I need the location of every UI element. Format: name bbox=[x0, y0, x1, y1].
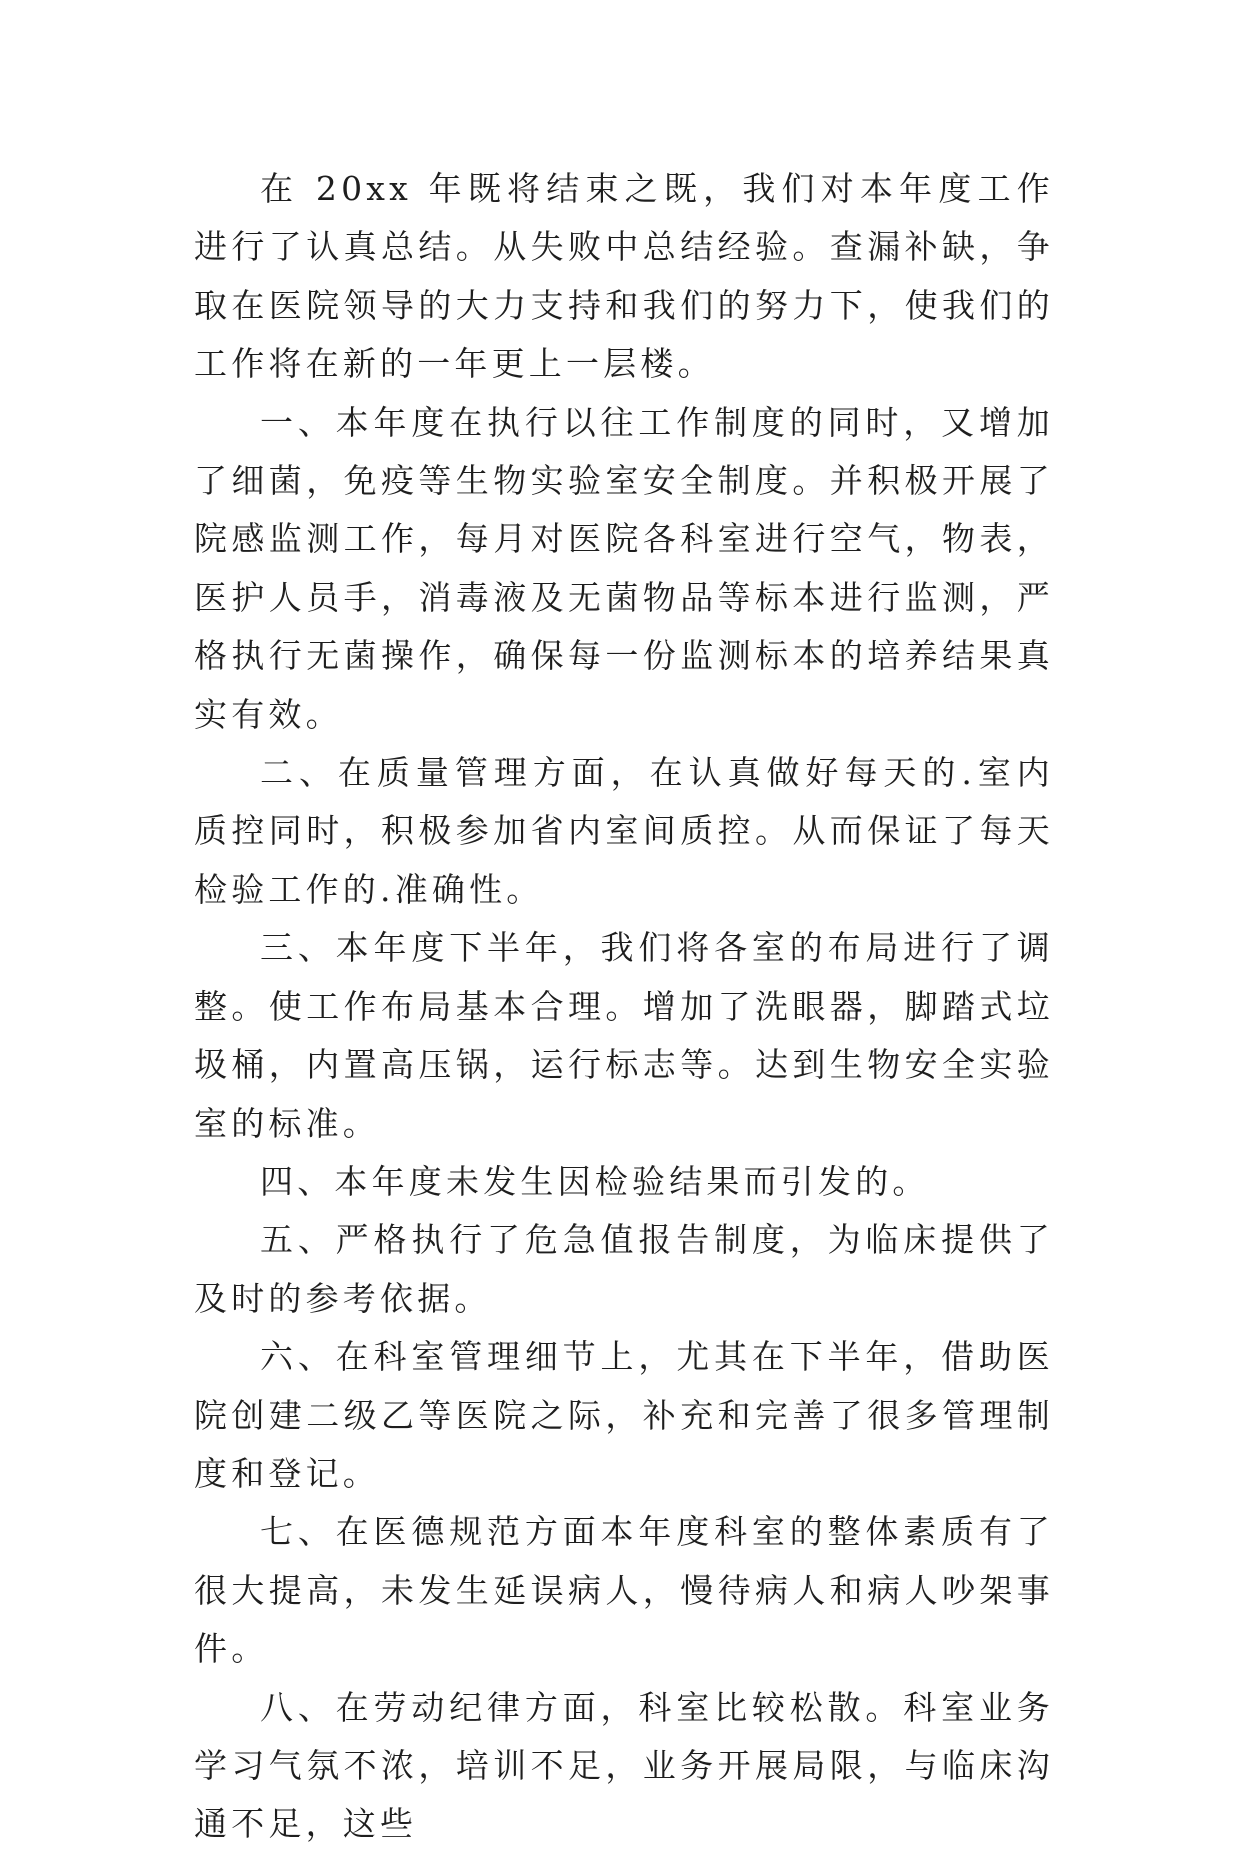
paragraph-item-1: 一、本年度在执行以往工作制度的同时，又增加了细菌，免疫等生物实验室安全制度。并积极开展了院感监测工作，每月对医院各科室进行空气，物表，医护人员手，消毒液及无菌物品等标本进行监测，严格执行无菌操作，确保每一份监测标本的培养结果真实有效。 bbox=[194, 402, 1054, 734]
paragraph-item-4: 四、本年度未发生因检验结果而引发的。 bbox=[260, 1161, 930, 1201]
paragraph-item-6: 六、在科室管理细节上，尤其在下半年，借助医院创建二级乙等医院之际，补充和完善了很多管理制度和登记。 bbox=[194, 1337, 1054, 1493]
paragraph-item-5: 五、严格执行了危急值报告制度，为临床提供了及时的参考依据。 bbox=[194, 1220, 1054, 1318]
paragraph-item-3: 三、本年度下半年，我们将各室的布局进行了调整。使工作布局基本合理。增加了洗眼器，脚踏式垃圾桶，内置高压锅，运行标志等。达到生物安全实验室的标准。 bbox=[194, 928, 1054, 1143]
paragraph-item-8: 八、在劳动纪律方面，科室比较松散。科室业务学习气氛不浓，培训不足，业务开展局限，与临床沟通不足，这些 bbox=[194, 1687, 1054, 1844]
document-body bbox=[194, 160, 1054, 1854]
paragraph-item-7: 七、在医德规范方面本年度科室的整体素质有了很大提高，未发生延误病人，慢待病人和病人吵架事件。 bbox=[194, 1512, 1054, 1669]
paragraph-item-2: 二、在质量管理方面，在认真做好每天的.室内质控同时，积极参加省内室间质控。从而保证了每天检验工作的.准确性。 bbox=[194, 753, 1054, 909]
paragraph-intro: 在 20xx 年既将结束之既，我们对本年度工作进行了认真总结。从失败中总结经验。查漏补缺，争取在医院领导的大力支持和我们的努力下，使我们的工作将在新的一年更上一层楼。 bbox=[194, 169, 1054, 384]
